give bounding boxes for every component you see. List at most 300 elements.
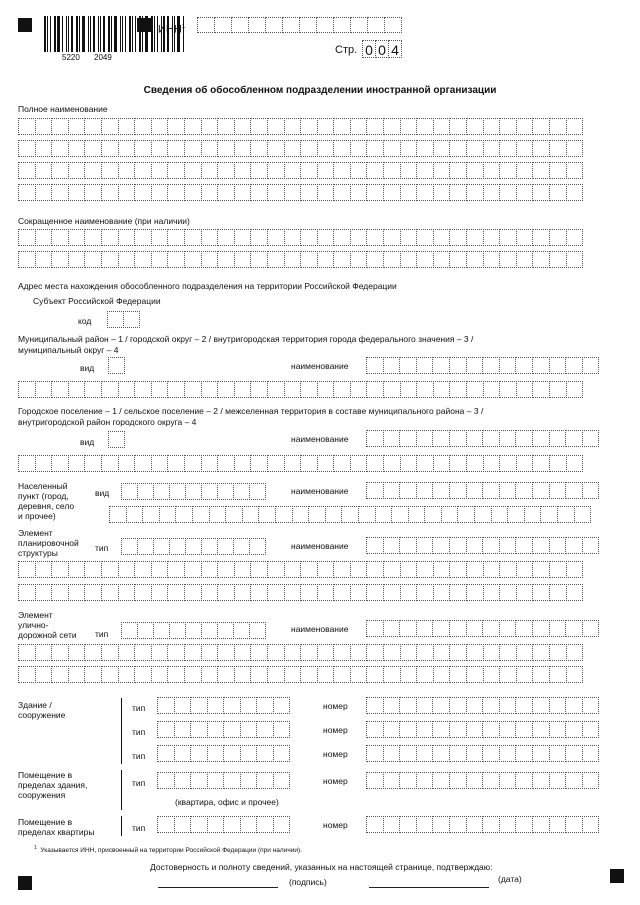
input-cell[interactable] [582,537,600,554]
input-cell[interactable] [574,506,592,523]
input-cell[interactable] [416,229,434,246]
input-cell[interactable] [267,584,285,601]
input-cell[interactable] [184,666,202,683]
input-cell[interactable] [350,644,368,661]
input-cell[interactable] [582,620,600,637]
input-cell[interactable] [68,644,86,661]
input-cell[interactable] [201,140,219,157]
input-cell[interactable] [483,584,501,601]
input-cell[interactable] [184,644,202,661]
input-cell[interactable] [416,537,434,554]
input-cell[interactable] [532,644,550,661]
input-cell[interactable] [35,162,53,179]
input-cell[interactable] [333,17,351,33]
input-cell[interactable] [68,251,86,268]
input-cell[interactable] [516,666,534,683]
input-cell[interactable] [399,482,417,499]
input-cell[interactable] [449,140,467,157]
street-name-row-2[interactable] [18,644,583,661]
input-cell[interactable] [483,561,501,578]
input-cell[interactable] [466,772,484,789]
input-cell[interactable] [449,357,467,374]
input-cell[interactable] [201,561,219,578]
input-cell[interactable] [151,184,169,201]
input-cell[interactable] [84,381,102,398]
input-cell[interactable] [300,140,318,157]
input-cell[interactable] [366,644,384,661]
input-cell[interactable] [190,816,208,833]
input-cell[interactable] [240,816,258,833]
input-cell[interactable] [399,537,417,554]
input-cell[interactable] [383,140,401,157]
input-cell[interactable] [51,162,69,179]
input-cell[interactable] [134,162,152,179]
input-cell[interactable] [466,644,484,661]
input-cell[interactable] [565,721,583,738]
input-cell[interactable] [256,745,274,762]
input-cell[interactable] [449,772,467,789]
input-cell[interactable] [174,816,192,833]
building-type-field-1[interactable] [157,697,290,714]
input-cell[interactable] [137,538,154,555]
input-cell[interactable] [265,17,283,33]
input-cell[interactable] [273,697,291,714]
input-cell[interactable] [400,666,418,683]
municipal-name-row-2[interactable] [18,381,583,398]
input-cell[interactable] [317,666,335,683]
input-cell[interactable] [466,561,484,578]
input-cell[interactable] [366,229,384,246]
input-cell[interactable] [207,816,225,833]
input-cell[interactable] [532,816,550,833]
input-cell[interactable] [317,644,335,661]
input-cell[interactable] [51,584,69,601]
input-cell[interactable] [350,455,368,472]
input-cell[interactable] [432,721,450,738]
input-cell[interactable] [384,17,402,33]
input-cell[interactable] [416,430,434,447]
input-cell[interactable] [416,184,434,201]
input-cell[interactable] [582,816,600,833]
input-cell[interactable] [118,666,136,683]
input-cell[interactable] [416,455,434,472]
input-cell[interactable] [516,162,534,179]
input-cell[interactable] [317,140,335,157]
premises-building-number-field[interactable] [366,772,599,789]
input-cell[interactable] [249,622,266,639]
input-cell[interactable] [300,229,318,246]
input-cell[interactable] [565,537,583,554]
input-cell[interactable] [366,357,384,374]
full-name-row-4[interactable] [18,184,583,201]
input-cell[interactable] [433,229,451,246]
input-cell[interactable] [284,229,302,246]
input-cell[interactable] [201,455,219,472]
input-cell[interactable] [68,381,86,398]
input-cell[interactable] [366,482,384,499]
input-cell[interactable] [134,455,152,472]
input-cell[interactable] [582,430,600,447]
input-cell[interactable] [240,745,258,762]
input-cell[interactable] [350,162,368,179]
input-cell[interactable] [225,506,243,523]
input-cell[interactable] [449,584,467,601]
input-cell[interactable] [466,381,484,398]
input-cell[interactable] [250,584,268,601]
input-cell[interactable] [184,140,202,157]
input-cell[interactable] [250,229,268,246]
input-cell[interactable] [284,184,302,201]
input-cell[interactable] [284,140,302,157]
input-cell[interactable] [18,162,36,179]
input-cell[interactable] [466,251,484,268]
input-cell[interactable] [532,620,550,637]
input-cell[interactable] [466,697,484,714]
input-cell[interactable] [399,620,417,637]
input-cell[interactable] [300,561,318,578]
input-cell[interactable] [18,118,36,135]
input-cell[interactable] [524,506,542,523]
input-cell[interactable] [333,251,351,268]
input-cell[interactable] [217,184,235,201]
input-cell[interactable] [190,697,208,714]
input-cell[interactable] [350,184,368,201]
input-cell[interactable] [190,721,208,738]
input-cell[interactable] [217,118,235,135]
input-cell[interactable] [400,584,418,601]
input-cell[interactable] [234,140,252,157]
input-cell[interactable] [35,455,53,472]
input-cell[interactable] [383,666,401,683]
input-cell[interactable] [366,455,384,472]
input-cell[interactable] [516,118,534,135]
input-cell[interactable] [284,455,302,472]
input-cell[interactable] [449,455,467,472]
input-cell[interactable] [482,620,500,637]
input-cell[interactable] [201,483,218,500]
input-cell[interactable] [466,482,484,499]
input-cell[interactable] [333,666,351,683]
short-name-row-2[interactable] [18,251,583,268]
input-cell[interactable] [566,455,584,472]
input-cell[interactable] [35,251,53,268]
input-cell[interactable] [400,455,418,472]
input-cell[interactable] [466,721,484,738]
input-cell[interactable] [565,620,583,637]
input-cell[interactable] [366,537,384,554]
input-cell[interactable] [151,229,169,246]
input-cell[interactable] [68,118,86,135]
input-cell[interactable] [557,506,575,523]
input-cell[interactable] [231,17,249,33]
input-cell[interactable] [449,620,467,637]
input-cell[interactable] [51,229,69,246]
input-cell[interactable] [217,561,235,578]
input-cell[interactable] [433,381,451,398]
full-name-row-3[interactable] [18,162,583,179]
input-cell[interactable] [549,381,567,398]
input-cell[interactable] [499,697,517,714]
input-cell[interactable] [350,584,368,601]
input-cell[interactable] [217,584,235,601]
input-cell[interactable] [449,430,467,447]
input-cell[interactable] [532,584,550,601]
input-cell[interactable] [190,772,208,789]
input-cell[interactable] [134,140,152,157]
input-cell[interactable] [499,816,517,833]
input-cell[interactable] [383,697,401,714]
building-number-field-3[interactable] [366,745,599,762]
input-cell[interactable] [35,644,53,661]
input-cell[interactable] [483,455,501,472]
input-cell[interactable] [118,229,136,246]
input-cell[interactable] [169,538,186,555]
input-cell[interactable] [566,184,584,201]
input-cell[interactable] [433,140,451,157]
input-cell[interactable] [499,381,517,398]
input-cell[interactable] [499,229,517,246]
input-cell[interactable] [483,184,501,201]
input-cell[interactable] [416,251,434,268]
input-cell[interactable] [217,622,234,639]
input-cell[interactable] [549,561,567,578]
full-name-row-1[interactable] [18,118,583,135]
input-cell[interactable] [68,229,86,246]
input-cell[interactable] [532,184,550,201]
input-cell[interactable] [532,162,550,179]
input-cell[interactable] [249,538,266,555]
settlement-name-row-2[interactable] [18,455,583,472]
input-cell[interactable] [207,772,225,789]
input-cell[interactable] [350,140,368,157]
input-cell[interactable] [499,184,517,201]
input-cell[interactable] [317,184,335,201]
input-cell[interactable] [449,816,467,833]
short-name-row-1[interactable] [18,229,583,246]
input-cell[interactable] [250,455,268,472]
input-cell[interactable] [549,140,567,157]
input-cell[interactable] [184,381,202,398]
input-cell[interactable] [134,251,152,268]
input-cell[interactable] [84,229,102,246]
subject-code-field[interactable] [107,311,140,328]
input-cell[interactable] [449,229,467,246]
input-cell[interactable] [151,140,169,157]
input-cell[interactable] [18,666,36,683]
input-cell[interactable] [482,697,500,714]
input-cell[interactable] [383,482,401,499]
input-cell[interactable] [18,561,36,578]
input-cell[interactable] [565,745,583,762]
input-cell[interactable] [499,140,517,157]
input-cell[interactable] [457,506,475,523]
input-cell[interactable] [383,537,401,554]
input-cell[interactable] [273,772,291,789]
input-cell[interactable] [499,620,517,637]
input-cell[interactable] [549,745,567,762]
input-cell[interactable] [499,455,517,472]
input-cell[interactable] [532,381,550,398]
input-cell[interactable] [566,666,584,683]
input-cell[interactable] [174,721,192,738]
input-cell[interactable] [433,561,451,578]
input-cell[interactable] [84,140,102,157]
input-cell[interactable] [234,184,252,201]
input-cell[interactable] [499,666,517,683]
input-cell[interactable] [449,644,467,661]
input-cell[interactable] [350,381,368,398]
input-cell[interactable] [167,140,185,157]
municipal-type-field[interactable] [108,357,125,374]
input-cell[interactable] [383,430,401,447]
input-cell[interactable] [566,162,584,179]
input-cell[interactable] [549,584,567,601]
input-cell[interactable] [325,506,343,523]
input-cell[interactable] [18,251,36,268]
input-cell[interactable] [123,311,140,328]
input-cell[interactable] [449,537,467,554]
input-cell[interactable] [317,584,335,601]
input-cell[interactable] [358,506,376,523]
input-cell[interactable] [416,644,434,661]
premises-building-type-field[interactable] [157,772,290,789]
input-cell[interactable] [184,455,202,472]
input-cell[interactable] [466,666,484,683]
input-cell[interactable] [201,666,219,683]
input-cell[interactable] [383,251,401,268]
input-cell[interactable] [175,506,193,523]
input-cell[interactable] [184,561,202,578]
input-cell[interactable] [217,229,235,246]
input-cell[interactable] [174,772,192,789]
input-cell[interactable] [416,721,434,738]
input-cell[interactable] [169,622,186,639]
input-cell[interactable] [366,118,384,135]
input-cell[interactable] [35,666,53,683]
input-cell[interactable] [466,162,484,179]
input-cell[interactable] [515,721,533,738]
input-cell[interactable] [482,357,500,374]
input-cell[interactable] [51,251,69,268]
input-cell[interactable] [223,745,241,762]
input-cell[interactable] [565,816,583,833]
input-cell[interactable] [207,745,225,762]
input-cell[interactable] [566,118,584,135]
input-cell[interactable] [84,561,102,578]
input-cell[interactable] [284,644,302,661]
input-cell[interactable] [515,620,533,637]
input-cell[interactable] [185,622,202,639]
input-cell[interactable] [242,506,260,523]
input-cell[interactable] [565,697,583,714]
date-line[interactable] [369,887,489,888]
input-cell[interactable] [300,644,318,661]
input-cell[interactable] [250,666,268,683]
input-cell[interactable] [449,666,467,683]
input-cell[interactable] [549,251,567,268]
input-cell[interactable] [118,140,136,157]
input-cell[interactable] [366,184,384,201]
input-cell[interactable] [267,381,285,398]
input-cell[interactable] [416,697,434,714]
input-cell[interactable] [366,816,384,833]
input-cell[interactable] [549,620,567,637]
input-cell[interactable] [109,506,127,523]
input-cell[interactable] [51,561,69,578]
input-cell[interactable] [499,482,517,499]
input-cell[interactable] [466,184,484,201]
input-cell[interactable] [207,721,225,738]
input-cell[interactable] [499,584,517,601]
input-cell[interactable] [234,455,252,472]
input-cell[interactable] [383,816,401,833]
input-cell[interactable] [383,721,401,738]
input-cell[interactable] [267,561,285,578]
input-cell[interactable] [267,184,285,201]
input-cell[interactable] [118,118,136,135]
input-cell[interactable] [333,455,351,472]
input-cell[interactable] [449,381,467,398]
input-cell[interactable] [516,644,534,661]
input-cell[interactable] [515,816,533,833]
input-cell[interactable] [250,644,268,661]
input-cell[interactable] [256,721,274,738]
input-cell[interactable] [366,772,384,789]
input-cell[interactable] [532,482,550,499]
input-cell[interactable] [449,561,467,578]
input-cell[interactable] [333,644,351,661]
input-cell[interactable] [267,455,285,472]
input-cell[interactable] [449,697,467,714]
input-cell[interactable] [483,140,501,157]
input-cell[interactable] [249,483,266,500]
input-cell[interactable] [350,229,368,246]
input-cell[interactable] [416,816,434,833]
input-cell[interactable] [234,666,252,683]
input-cell[interactable] [466,430,484,447]
input-cell[interactable] [35,561,53,578]
input-cell[interactable] [185,483,202,500]
input-cell[interactable] [416,381,434,398]
input-cell[interactable] [151,251,169,268]
input-cell[interactable] [499,430,517,447]
input-cell[interactable] [51,644,69,661]
input-cell[interactable] [466,584,484,601]
input-cell[interactable] [532,721,550,738]
input-cell[interactable] [142,506,160,523]
input-cell[interactable] [151,666,169,683]
input-cell[interactable] [267,666,285,683]
input-cell[interactable] [449,482,467,499]
input-cell[interactable] [18,644,36,661]
input-cell[interactable] [333,381,351,398]
input-cell[interactable] [317,561,335,578]
input-cell[interactable] [433,162,451,179]
input-cell[interactable] [383,455,401,472]
planning-name-row-1[interactable] [366,537,599,554]
input-cell[interactable] [151,584,169,601]
input-cell[interactable] [134,118,152,135]
input-cell[interactable] [201,251,219,268]
signature-line[interactable] [158,887,278,888]
input-cell[interactable] [582,772,600,789]
input-cell[interactable] [256,816,274,833]
input-cell[interactable] [515,357,533,374]
input-cell[interactable] [466,140,484,157]
input-cell[interactable] [35,584,53,601]
input-cell[interactable] [267,251,285,268]
input-cell[interactable] [250,561,268,578]
